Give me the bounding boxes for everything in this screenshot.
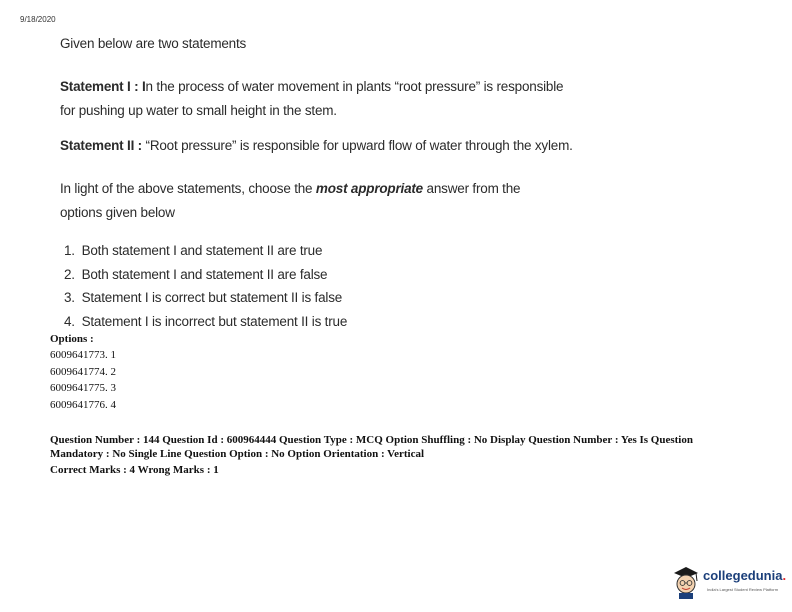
choice-item — [64, 239, 347, 263]
instruction-emphasis: most appropriate — [315, 181, 423, 196]
choice-number: 3. — [64, 290, 75, 305]
statement-1 — [60, 75, 580, 123]
question-metadata — [50, 433, 740, 477]
statement-2-label: Statement II : — [60, 138, 142, 153]
choice-item — [64, 310, 347, 334]
choice-number: 2. — [64, 266, 75, 282]
question-intro: Given below are two statements — [60, 36, 247, 51]
logo-wordmark: collegedunia. — [703, 568, 787, 583]
marks-line: Correct Marks : 4 Wrong Marks : 1 — [50, 464, 219, 476]
choice-item — [64, 286, 347, 310]
option-id-row: 6009641774. 2 — [50, 365, 116, 378]
page-date: 9/18/2020 — [20, 15, 56, 24]
collegedunia-logo — [670, 562, 785, 602]
statement-1-label: Statement I : — [60, 79, 139, 94]
choice-list — [64, 239, 347, 333]
question-instruction — [60, 177, 540, 225]
logo-tagline: India's Largest Student Review Platform — [707, 587, 779, 592]
choice-text: Both statement I and statement II are true — [81, 243, 323, 258]
question-meta-line: Question Number : 144 Question Id : 600964444 Question Type : MCQ Option Shuffling : No Display Question Number : Yes Is Question Mandatory : No Single Line Question Option : No Option Orientation : Vertical — [50, 434, 693, 460]
statement-1-lead: I — [141, 79, 146, 94]
statement-2 — [60, 138, 573, 153]
options-block — [50, 331, 116, 413]
option-id-row: 6009641776. 4 — [50, 398, 116, 411]
choice-text: Both statement I and statement II are false — [81, 266, 328, 282]
student-mascot-icon — [670, 564, 702, 600]
choice-text: Statement I is incorrect but statement II is true — [81, 313, 348, 329]
choice-text: Statement I is correct but statement II is false — [81, 290, 343, 305]
option-id-row: 6009641773. 1 — [50, 349, 116, 361]
statement-1-text: n the process of water movement in plants “root pressure” is responsible for pushing up water to small height in the stem. — [60, 79, 564, 118]
choice-number: 4. — [64, 313, 75, 329]
options-heading: Options : — [50, 333, 94, 345]
instruction-post: answer from the options given below — [60, 181, 521, 220]
choice-item — [64, 263, 347, 287]
statement-2-text: “Root pressure” is responsible for upward flow of water through the xylem. — [141, 138, 573, 153]
instruction-pre: In light of the above statements, choose the — [60, 181, 316, 196]
option-id-row: 6009641775. 3 — [50, 382, 116, 394]
choice-number: 1. — [64, 243, 75, 258]
